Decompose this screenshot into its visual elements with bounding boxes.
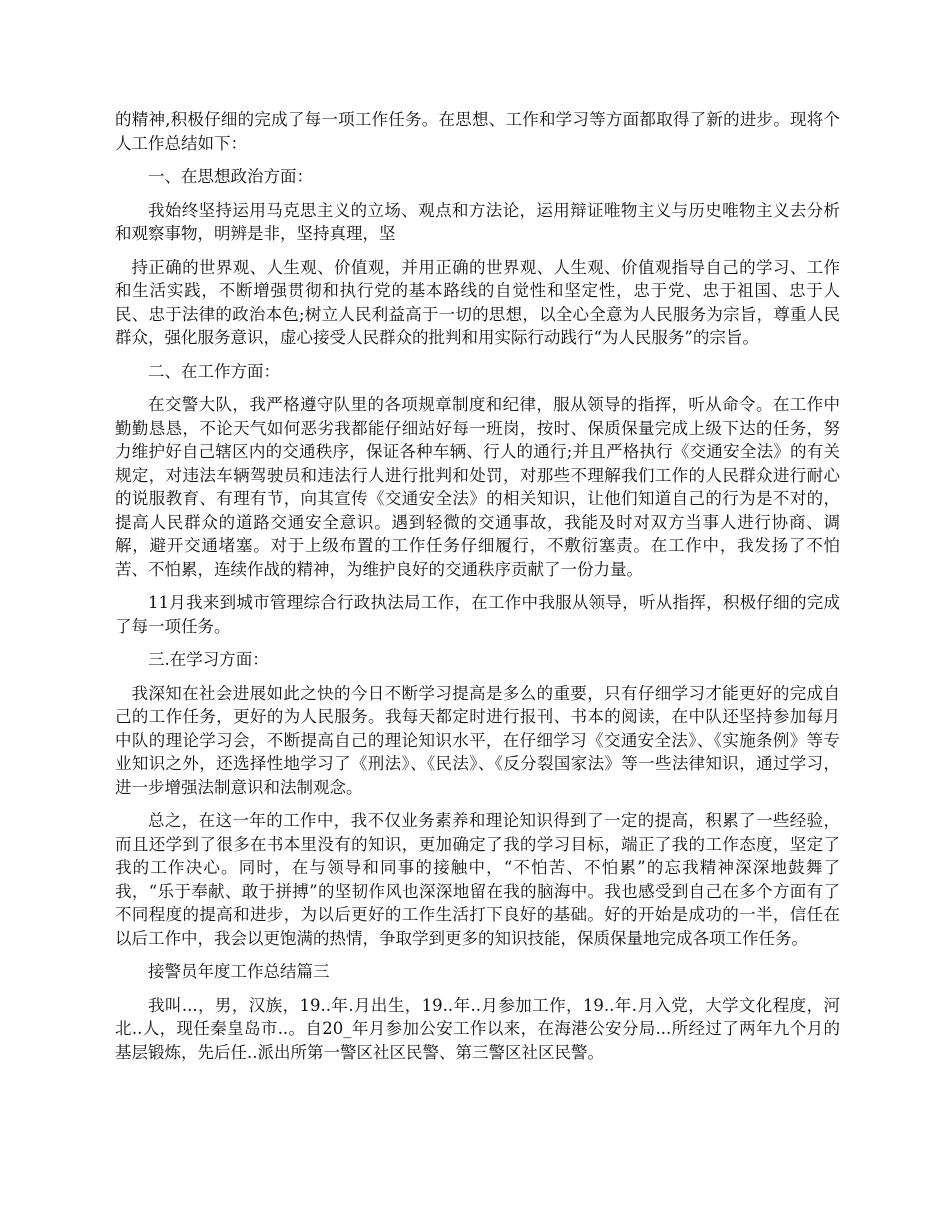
study-paragraph: 我深知在社会进展如此之快的今日不断学习提高是多么的重要，只有仔细学习才能更好的完成自己的工作任务，更好的为人民服务。我每天都定时进行报刊、书本的阅读，在中队还坚持参加每月中队的理论学习会，不断提高自己的理论知识水平，在仔细学习《交通安全法》、《实施条例》等专业知识之外，还选择性地学习了《刑法》、《民法》、《反分裂国家法》等一些法律知识，通过学习，进一步增强法制意识和法制观念。 [115,683,840,797]
intro-self-paragraph: 我叫...，男，汉族，19..年.月出生，19..年..月参加工作，19..年.月入党，大学文化程度，河北..人，现任秦皇岛市..。自20_年月参加公安工作以来，在海港公安分局...所经过了两年九个月的基层锻炼，先后任..派出所第一警区社区民警、第三警区社区民警。 [115,995,840,1062]
intro-paragraph: 的精神,积极仔细的完成了每一项工作任务。在思想、工作和学习等方面都取得了新的进步。现将个人工作总结如下： [115,110,840,153]
work-paragraph-2: 11月我来到城市管理综合行政执法局工作，在工作中我服从领导，听从指挥，积极仔细的完成了每一项任务。 [115,593,840,636]
summary-paragraph: 总之，在这一年的工作中，我不仅业务素养和理论知识得到了一定的提高，积累了一些经验，而且还学到了很多在书本里没有的知识，更加确定了我的学习目标，端正了我的工作态度，坚定了我的工作决心。同时，在与领导和同事的接触中，“不怕苦、不怕累”的忘我精神深深地鼓舞了我，“乐于奉献、敢于拼搏”的坚韧作风也深深地留在我的脑海中。我也感受到自己在多个方面有了不同程度的提高和进步，为以后更好的工作生活打下良好的基础。好的开始是成功的一半，信任在以后工作中，我会以更饱满的热情，争取学到更多的知识技能，保质保量地完成各项工作任务。 [115,811,840,948]
section-heading-work: 二、在工作方面： [148,361,280,381]
article-title: 接警员年度工作总结篇三 [148,962,330,981]
work-paragraph-1: 在交警大队，我严格遵守队里的各项规章制度和纪律，服从领导的指挥，听从命令。在工作中勤勤恳恳，不论天气如何恶劣我都能仔细站好每一班岗，按时、保质保量完成上级下达的任务，努力维护好自己辖区内的交通秩序，保证各种车辆、行人的通行;并且严格执行《交通安全法》的有关规定，对违法车辆驾驶员和违法行人进行批判和处罚，对那些不理解我们工作的人民群众进行耐心的说服教育、有理有节，向其宣传《交通安全法》的相关知识，让他们知道自己的行为是不对的，提高人民群众的道路交通安全意识。遇到轻微的交通事故，我能及时对双方当事人进行协商、调解，避开交通堵塞。对于上级布置的工作任务仔细履行，不敷衍塞责。在工作中，我发扬了不怕苦、不怕累，连续作战的精神，为维护良好的交通秩序贡献了一份力量。 [115,395,840,579]
document-body [115,108,840,1074]
political-paragraph-1: 我始终坚持运用马克思主义的立场、观点和方法论，运用辩证唯物主义与历史唯物主义去分析和观察事物，明辨是非，坚持真理，坚 [115,200,840,243]
section-heading-study: 三.在学习方面： [148,650,269,669]
section-heading-political: 一、在思想政治方面： [148,167,313,186]
political-paragraph-2: 持正确的世界观、人生观、价值观，并用正确的世界观、人生观、价值观指导自己的学习、工作和生活实践，不断增强贯彻和执行党的基本路线的自觉性和坚定性，忠于党、忠于祖国、忠于人民、忠于法律的政治本色;树立人民利益高于一切的思想，以全心全意为人民服务为宗旨，尊重人民群众，强化服务意识，虚心接受人民群众的批判和用实际行动践行“为人民服务”的宗旨。 [115,257,840,347]
